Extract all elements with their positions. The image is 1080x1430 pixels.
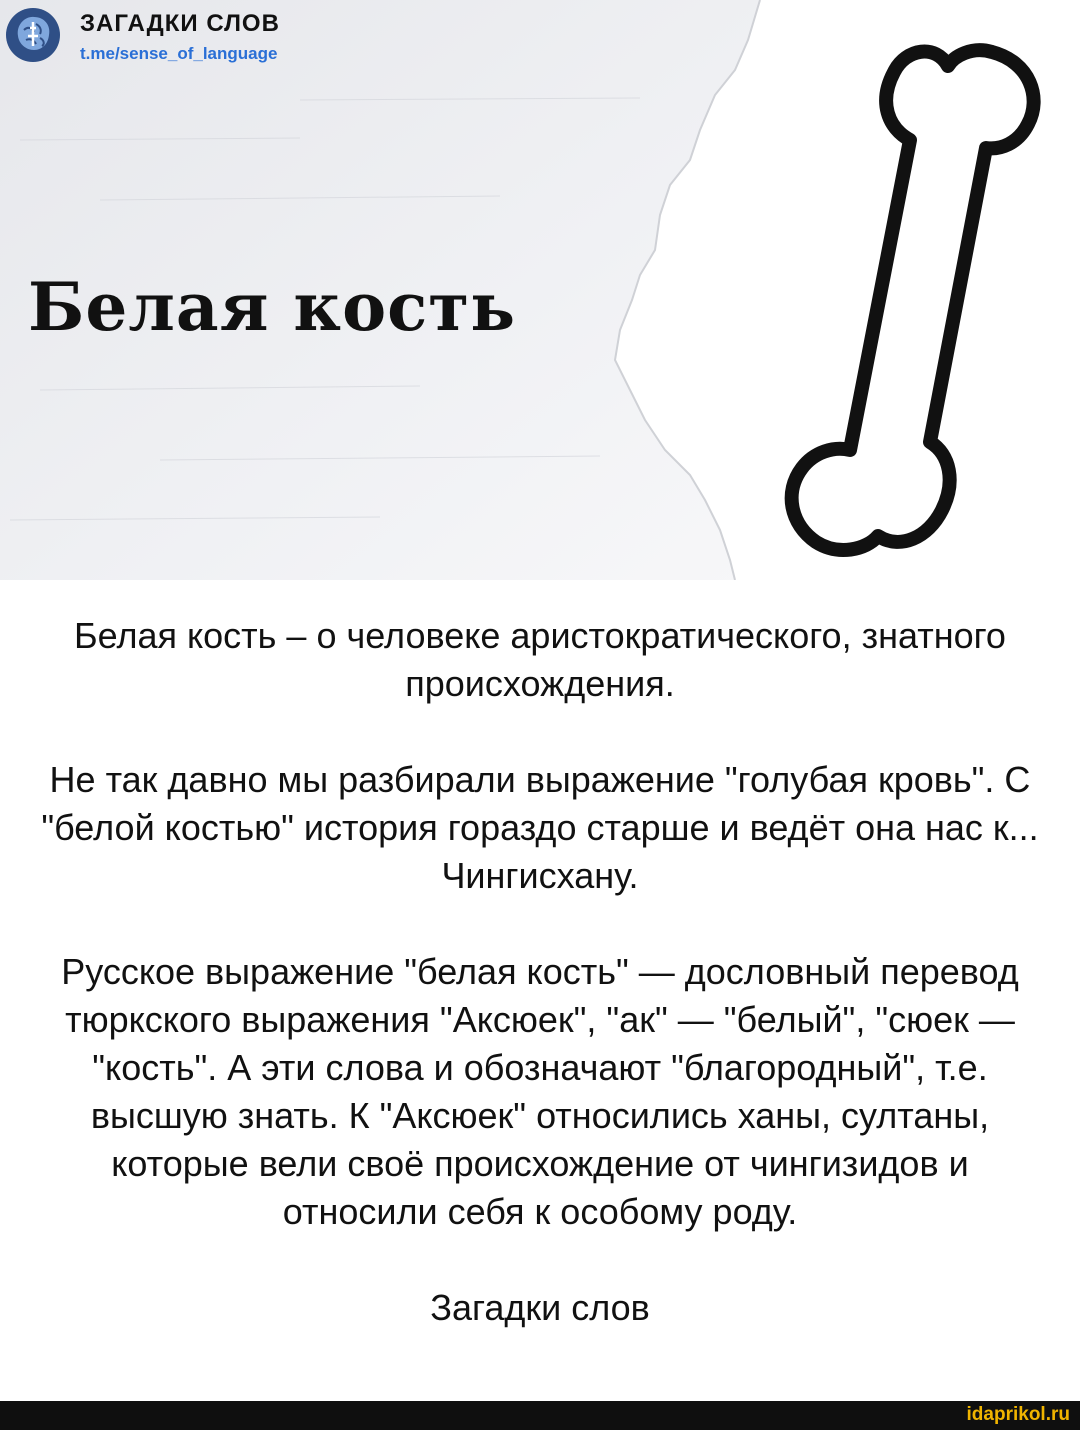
brain-avatar-icon — [4, 6, 62, 64]
channel-link[interactable]: t.me/sense_of_language — [80, 44, 278, 63]
watermark-link[interactable]: idaprikol.ru — [966, 1404, 1070, 1425]
channel-name: ЗАГАДКИ СЛОВ — [80, 10, 280, 37]
article-paragraph: Русское выражение "белая кость" — дословный перевод тюркского выражения "Аксюек", "ак" — "белый", "сюек — "кость". А эти слова и обозначают "благородный", т.е. высшую знать. К "Аксюек" относились ханы, султаны, которые вели своё происхождение от чингизидов и относили себя к особому роду. — [61, 951, 1019, 1232]
article-signature: Загадки слов — [430, 1287, 650, 1328]
bone-icon — [760, 10, 1080, 570]
article-body — [40, 612, 1040, 1332]
hero-title: Белая кость — [28, 268, 516, 346]
channel-header — [0, 0, 420, 80]
hero-banner — [0, 0, 1080, 580]
footer-bar — [0, 1401, 1080, 1430]
article-paragraph: Белая кость – о человеке аристократического, знатного происхождения. — [74, 615, 1006, 704]
article-paragraph: Не так давно мы разбирали выражение "голубая кровь". С "белой костью" история гораздо старше и ведёт она нас к... Чингисхану. — [41, 759, 1039, 896]
